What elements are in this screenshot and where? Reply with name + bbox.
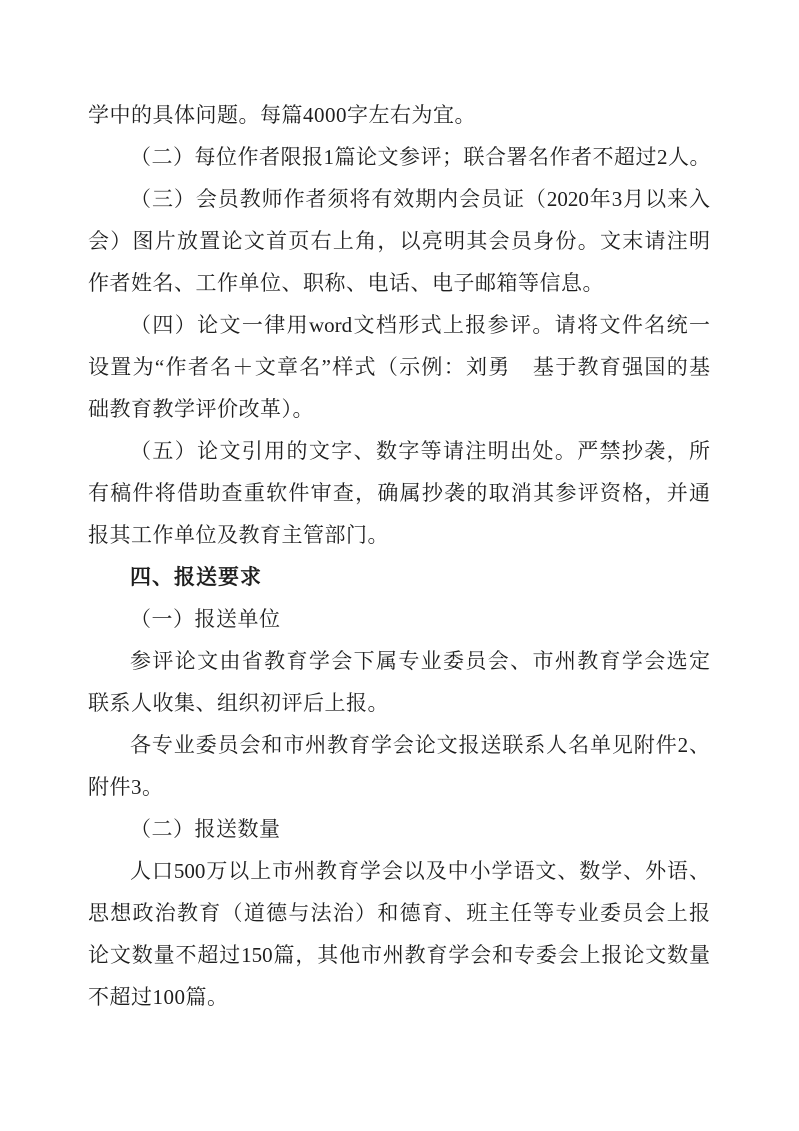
- document-line: 附件3。: [88, 775, 164, 799]
- document-line: （一）报送单位: [130, 607, 281, 631]
- document-line: 学中的具体问题。每篇4000字左右为宜。: [88, 103, 476, 127]
- document-line: 设置为“作者名＋文章名”样式（示例：刘勇 基于教育强国的基: [88, 355, 710, 379]
- document-line: （二）报送数量: [130, 817, 281, 841]
- document-line: 各专业委员会和市州教育学会论文报送联系人名单见附件2、: [130, 733, 710, 757]
- document-line: 不超过100篇。: [88, 985, 229, 1009]
- document-line: 论文数量不超过150篇，其他市州教育学会和专委会上报论文数量: [88, 943, 710, 967]
- document-line: 人口500万以上市州教育学会以及中小学语文、数学、外语、: [130, 859, 710, 883]
- document-line: 有稿件将借助查重软件审查，确属抄袭的取消其参评资格，并通: [88, 481, 710, 505]
- document-line: 础教育教学评价改革）。: [88, 397, 314, 421]
- document-line: 会）图片放置论文首页右上角，以亮明其会员身份。文末请注明: [88, 229, 710, 253]
- document-line: 报其工作单位及教育主管部门。: [88, 523, 389, 547]
- section-heading: 四、报送要求: [130, 565, 262, 589]
- document-line: 参评论文由省教育学会下属专业委员会、市州教育学会选定: [130, 649, 710, 673]
- document-line: （五）论文引用的文字、数字等请注明出处。严禁抄袭，所: [130, 439, 710, 463]
- document-line: 思想政治教育（道德与法治）和德育、班主任等专业委员会上报: [88, 901, 710, 925]
- document-line: 联系人收集、组织初评后上报。: [88, 691, 389, 715]
- document-line: （二）每位作者限报1篇论文参评；联合署名作者不超过2人。: [130, 145, 711, 169]
- document-body: [88, 94, 710, 1018]
- document-line: 作者姓名、工作单位、职称、电话、电子邮箱等信息。: [88, 271, 604, 295]
- document-line: （三）会员教师作者须将有效期内会员证（2020年3月以来入: [130, 187, 710, 211]
- document-line: （四）论文一律用word文档形式上报参评。请将文件名统一: [130, 313, 710, 337]
